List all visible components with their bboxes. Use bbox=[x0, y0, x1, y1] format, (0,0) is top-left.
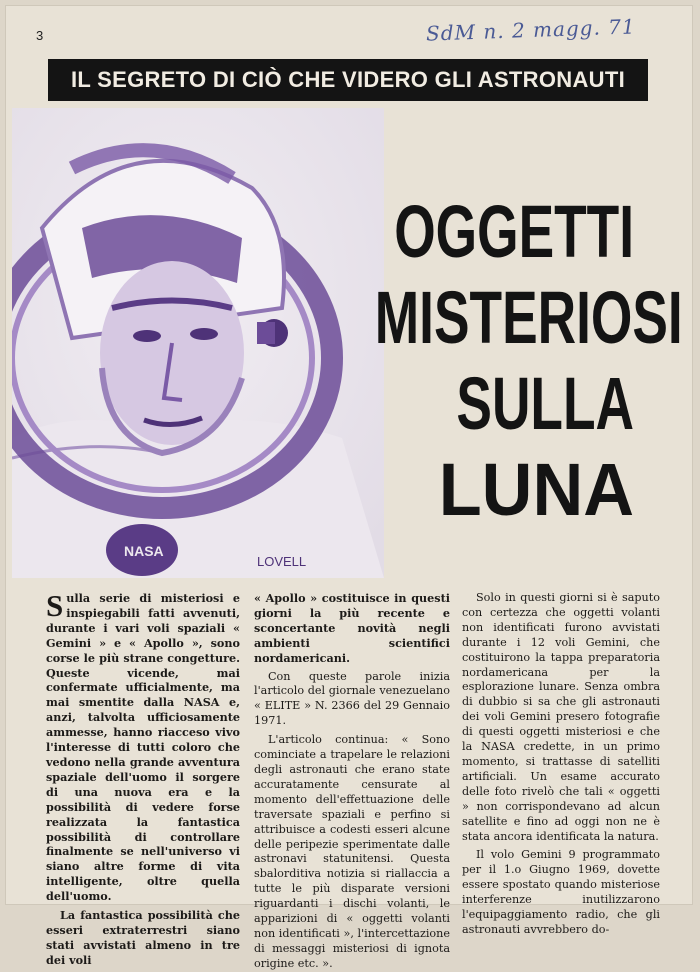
article-column-1 bbox=[46, 588, 240, 967]
svg-text:NASA: NASA bbox=[124, 543, 164, 559]
headline-line-3: SULLA bbox=[456, 362, 634, 445]
article-column-2 bbox=[254, 591, 450, 970]
drop-cap: S bbox=[46, 588, 64, 623]
column-1-paragraph-1: Sulla serie di misteriosi e inspiegabili fatti avvenuti, durante i vari voli spaziali « Gemini » e « Apollo », sono corse le più strane congetture. Queste vicende, mai confermate ufficialmente, ma mai smentite dalla NASA e, anzi, talvolta ufficiosamente ammesse, hanno riacceso vivo l'interesse di tutti coloro che vedono nella grande avventura spaziale dell'uomo il sorgere di una nuova era e la possibilità di vedere forse realizzata la fantastica possibilità di controllare finalmente se nell'universo vi siano altre forme di vita intelligente, oltre quella dell'uomo. bbox=[46, 588, 240, 904]
handwritten-note: SdM n. 2 magg. 71 bbox=[425, 14, 637, 46]
section-banner: IL SEGRETO DI CIÒ CHE VIDERO GLI ASTRONAUTI bbox=[48, 59, 648, 101]
name-tag: LOVELL bbox=[257, 554, 307, 569]
column-3-paragraph-2: Il volo Gemini 9 programmato per il 1.o Giugno 1969, dovette essere spostato quando misteriose interferenze inutilizzarono l'equipaggiamento radio, che gli astronauti avvrebbero do- bbox=[462, 848, 660, 936]
headline-line-1: OGGETTI bbox=[394, 190, 634, 273]
column-3-paragraph-1: Solo in questi giorni si è saputo con certezza che oggetti volanti non identificati furono avvistati durante i 12 voli Gemini, che costituirono la tappa preparatoria nordamericana per la esplorazione lunare. Senza ombra di dubbio si sa che gli astronauti dei voli Gemini presero fotografie di questi oggetti misteriosi e che la NASA credette, in un primo momento, si trattasse di satelliti artificiali. Un esame accurato delle foto rivelò che tali « oggetti » non corrispondevano ad alcun satellite e fino ad oggi non ne è stata ancora identificata la natura. bbox=[462, 591, 660, 843]
column-2-paragraph-3: L'articolo continua: « Sono cominciate a trapelare le relazioni degli astronauti che erano state accuratamente censurate al momento dell'effettuazione delle traversate spaziali e perfino si attribuisce a codesti esseri alcune delle peripezie sperimentate dalle astronavi statunitensi. Questa sbalorditiva notizia si riallaccia a tutte le più disparate versioni riguardanti i dischi volanti, le apparizioni di « oggetti volanti non identificati », l'intercettazione di messaggi misteriosi di ignota origine etc. ». bbox=[254, 733, 450, 970]
headline-line-4: LUNA bbox=[438, 448, 634, 531]
column-1-paragraph-2: La fantastica possibilità che esseri extraterrestri siano stati avvistati almeno in tre dei voli bbox=[46, 908, 240, 967]
headline-line-2: MISTERIOSI bbox=[374, 276, 683, 359]
page-number: 3 bbox=[36, 28, 44, 43]
column-2-paragraph-1: « Apollo » costituisce in questi giorni la più recente e sconcertante novità negli ambienti scientifici nordamericani. bbox=[254, 591, 450, 665]
headline bbox=[274, 189, 683, 533]
article-column-3 bbox=[462, 591, 660, 936]
magazine-page bbox=[6, 6, 692, 970]
column-2-paragraph-2: Con queste parole inizia l'articolo del giornale venezuelano « ELITE » N. 2366 del 29 Gennaio 1971. bbox=[254, 669, 450, 728]
